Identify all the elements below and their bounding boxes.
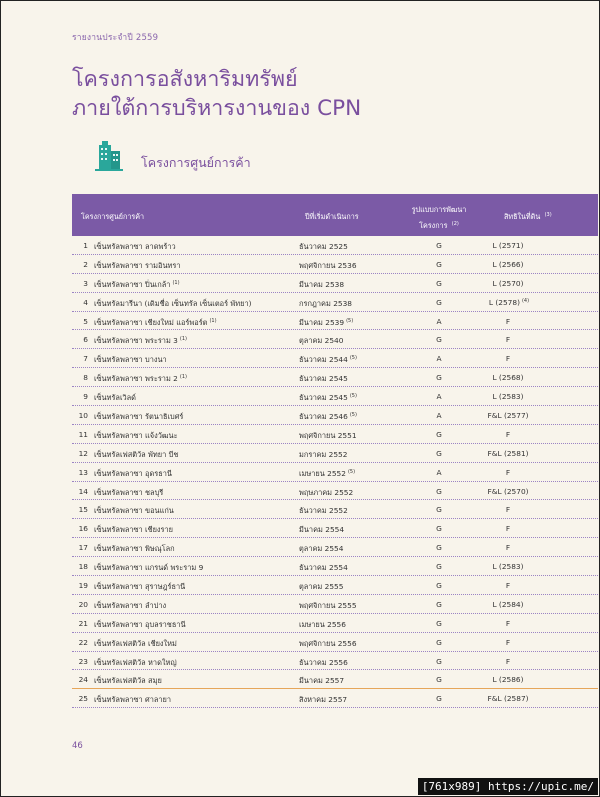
- table-header: [72, 194, 598, 236]
- land-rights-text: F&L (2570): [487, 486, 529, 496]
- land-rights: [464, 562, 554, 571]
- project-name-text: เซ็นทรัลพลาซา ศาลายา: [94, 695, 172, 705]
- land-rights-text: L (2566): [492, 259, 524, 269]
- land-rights-note: (4): [521, 297, 530, 304]
- row-number-text: 15: [78, 505, 88, 515]
- start-year: [299, 411, 357, 423]
- start-year-text: มีนาคม 2538: [299, 279, 345, 289]
- start-year: [299, 600, 359, 612]
- building-icon: [95, 139, 123, 171]
- land-rights: [464, 600, 554, 609]
- project-name-text: เซ็นทรัลพลาซา เชียงราย: [94, 525, 173, 535]
- land-rights: [464, 430, 554, 439]
- start-year: [299, 581, 345, 593]
- header-model: [398, 203, 480, 233]
- table-row: [72, 538, 598, 557]
- row-number: [72, 241, 88, 250]
- land-rights: [464, 260, 554, 269]
- start-year: [299, 505, 350, 517]
- land-rights-text: L (2568): [492, 373, 524, 383]
- start-year: [299, 317, 353, 329]
- project-name-text: เซ็นทรัลพลาซา แจ้งวัฒนะ: [94, 430, 178, 440]
- project-name-text: เซ็นทรัลพลาซา ลาดพร้าว: [94, 242, 176, 251]
- report-header: รายงานประจำปี 2559: [72, 33, 159, 43]
- row-number: [72, 675, 88, 684]
- table-row: [72, 368, 598, 387]
- project-name-text: เซ็นทรัลพลาซา ลำปาง: [94, 600, 167, 610]
- page-title-line2: ภายใต้การบริหารงานของ CPN: [72, 96, 362, 121]
- development-model-text: G: [436, 429, 442, 439]
- development-model-text: G: [436, 505, 442, 515]
- row-number: [72, 505, 88, 514]
- start-year: [299, 619, 348, 631]
- row-number: [72, 317, 88, 326]
- table-row: [72, 330, 598, 349]
- row-number-text: 11: [78, 429, 88, 439]
- land-rights: [464, 373, 554, 382]
- land-rights: [464, 468, 554, 477]
- development-model-text: A: [436, 316, 442, 326]
- row-number: [72, 581, 88, 590]
- start-year-text: พฤษภาคม 2552: [299, 487, 354, 497]
- project-name-text: เซ็นทรัลพลาซา พระราม 3: [94, 336, 178, 346]
- start-year-text: มีนาคม 2557: [299, 676, 345, 686]
- land-rights-text: L (2578): [488, 297, 520, 307]
- row-number-text: 2: [83, 259, 88, 269]
- project-name-text: เซ็นทรัลพลาซา ปิ่นเกล้า: [94, 279, 171, 289]
- start-year-text: ตุลาคม 2540: [299, 336, 344, 346]
- table-row: [72, 652, 598, 671]
- project-name-note: (1): [179, 336, 187, 343]
- start-year: [299, 562, 350, 574]
- start-year: [299, 430, 359, 442]
- project-name: [94, 675, 164, 687]
- table-row: [72, 255, 598, 274]
- project-name-note: (1): [209, 317, 217, 324]
- start-year: [299, 657, 350, 669]
- row-number: [72, 411, 88, 420]
- project-name-text: เซ็นทรัลพลาซา อุบลราชธานี: [94, 619, 186, 629]
- project-name-text: เซ็นทรัลพลาซา อุดรธานี: [94, 468, 172, 478]
- land-rights-text: F: [505, 581, 511, 591]
- project-name: [94, 373, 187, 385]
- start-year-note: (5): [349, 393, 357, 400]
- row-number-text: 7: [83, 354, 88, 364]
- land-rights-text: L (2583): [492, 562, 524, 572]
- project-name: [94, 411, 185, 423]
- development-model-text: G: [436, 694, 442, 704]
- project-name-text: เซ็นทรัลเฟสติวัล หาดใหญ่: [94, 657, 177, 667]
- table-row: [72, 274, 598, 293]
- land-rights: [464, 694, 554, 703]
- project-name-text: เซ็นทรัลเฟสติวัล เชียงใหม่: [94, 638, 177, 648]
- table-row: [72, 463, 598, 482]
- development-model-text: A: [436, 392, 442, 402]
- land-rights: [464, 392, 554, 401]
- start-year: [299, 354, 357, 366]
- table-row: [72, 312, 598, 331]
- project-name-note: (1): [172, 279, 180, 286]
- project-name: [94, 392, 138, 404]
- start-year: [299, 392, 357, 404]
- project-name-text: เซ็นทรัลพลาซา แกรนด์ พระราม 9: [94, 563, 204, 573]
- start-year: [299, 260, 359, 272]
- land-rights-text: F&L (2577): [487, 411, 529, 421]
- start-year: [299, 468, 355, 480]
- project-name-text: เซ็นทรัลพลาซา พิษณุโลก: [94, 544, 175, 554]
- project-name-text: เซ็นทรัลเฟสติวัล สมุย: [94, 676, 162, 686]
- land-rights: [464, 543, 554, 552]
- start-year-text: ธันวาคม 2544: [299, 355, 348, 365]
- row-number: [72, 354, 88, 363]
- project-name: [94, 317, 217, 329]
- row-number-text: 12: [78, 448, 88, 458]
- row-number-text: 20: [78, 599, 88, 609]
- row-number: [72, 279, 88, 288]
- project-name: [94, 279, 180, 291]
- start-year-text: ธันวาคม 2525: [299, 242, 348, 251]
- development-model-text: G: [436, 524, 442, 534]
- row-number-text: 8: [83, 373, 88, 383]
- land-rights: [464, 505, 554, 514]
- start-year-note: (5): [346, 317, 354, 324]
- row-number: [72, 524, 88, 533]
- row-number-text: 13: [78, 467, 88, 477]
- header-model-line2: [398, 217, 480, 233]
- project-name: [94, 449, 180, 461]
- row-number: [72, 638, 88, 647]
- header-model-text: โครงการ: [419, 221, 448, 230]
- project-name: [94, 694, 173, 706]
- land-rights: [464, 317, 554, 326]
- land-rights-text: F: [505, 505, 511, 515]
- development-model-text: G: [436, 241, 442, 250]
- row-number-text: 5: [83, 316, 88, 326]
- project-name-text: เซ็นทรัลพลาซา ขอนแก่น: [94, 506, 174, 516]
- project-name: [94, 619, 188, 631]
- project-name: [94, 241, 178, 253]
- land-rights: [464, 657, 554, 666]
- project-name: [94, 638, 179, 650]
- start-year-note: (5): [349, 355, 357, 362]
- project-name: [94, 430, 180, 442]
- start-year-text: ตุลาคม 2554: [299, 544, 344, 554]
- development-model-text: G: [436, 278, 442, 288]
- development-model-text: G: [436, 656, 442, 666]
- land-rights-text: F: [505, 637, 511, 647]
- land-rights: [464, 638, 554, 647]
- development-model-text: G: [436, 599, 442, 609]
- land-rights-text: F: [505, 316, 511, 326]
- row-number: [72, 619, 88, 628]
- project-name: [94, 562, 205, 574]
- start-year-text: เมษายน 2552: [299, 468, 346, 478]
- project-name: [94, 600, 168, 612]
- row-number-text: 19: [78, 581, 88, 591]
- project-name: [94, 468, 174, 480]
- table-row: [72, 689, 598, 708]
- land-rights: [464, 675, 554, 684]
- land-rights-text: F: [505, 467, 511, 477]
- row-number-text: 4: [83, 297, 88, 307]
- table-row: [72, 500, 598, 519]
- start-year-text: มกราคม 2552: [299, 449, 348, 459]
- start-year: [299, 449, 349, 461]
- project-name-text: เซ็นทรัลพลาซา รัตนาธิเบศร์: [94, 412, 184, 422]
- table-row: [72, 387, 598, 406]
- row-number: [72, 392, 88, 401]
- land-rights-text: F: [505, 429, 511, 439]
- row-number: [72, 468, 88, 477]
- start-year-text: เมษายน 2556: [299, 619, 346, 629]
- header-rights-note: (3): [544, 212, 552, 218]
- project-name: [94, 505, 176, 517]
- project-name-text: เซ็นทรัลพลาซา ชลบุรี: [94, 487, 164, 497]
- land-rights-text: F&L (2581): [487, 448, 529, 458]
- row-number-text: 3: [83, 278, 88, 288]
- table-body: [72, 236, 598, 708]
- row-number-text: 17: [78, 543, 88, 553]
- header-year: ปีที่เริ่มดำเนินการ: [305, 212, 359, 221]
- project-name-text: เซ็นทรัลพลาซา เชียงใหม่ แอร์พอร์ต: [94, 317, 208, 327]
- shopping-center-table: [72, 194, 598, 708]
- development-model-text: G: [436, 543, 442, 553]
- table-row: [72, 482, 598, 501]
- development-model-text: A: [436, 354, 442, 364]
- project-name-text: เซ็นทรัลพลาซา พระราม 2: [94, 374, 178, 384]
- table-row: [72, 349, 598, 368]
- development-model-text: A: [436, 467, 442, 477]
- start-year-text: ตุลาคม 2555: [299, 582, 344, 592]
- start-year-text: มีนาคม 2539: [299, 317, 345, 327]
- start-year: [299, 694, 349, 706]
- page-number: 46: [72, 741, 83, 751]
- start-year: [299, 241, 350, 253]
- start-year-text: พฤศจิกายน 2536: [299, 260, 357, 270]
- land-rights-text: F: [505, 354, 511, 364]
- development-model-text: A: [436, 411, 442, 421]
- start-year: [299, 298, 354, 310]
- row-number-text: 16: [78, 524, 88, 534]
- land-rights: [464, 411, 554, 420]
- start-year-text: กรกฎาคม 2538: [299, 298, 353, 308]
- land-rights: [464, 241, 554, 250]
- page-title-line1: โครงการอสังหาริมทรัพย์: [72, 67, 298, 92]
- row-number: [72, 298, 88, 307]
- table-row: [72, 444, 598, 463]
- project-name-text: เซ็นทรัลมารีนา (เดิมชื่อ เซ็นทรัล เซ็นเตอร์ พัทยา): [94, 298, 252, 308]
- land-rights-text: F: [505, 656, 511, 666]
- development-model-text: G: [436, 335, 442, 345]
- land-rights-text: L (2571): [492, 241, 524, 250]
- start-year-text: พฤศจิกายน 2555: [299, 600, 357, 610]
- row-number: [72, 335, 88, 344]
- land-rights: [464, 298, 554, 307]
- row-number: [72, 562, 88, 571]
- table-row: [72, 236, 598, 255]
- project-name: [94, 657, 179, 669]
- table-row: [72, 557, 598, 576]
- start-year-text: สิงหาคม 2557: [299, 695, 348, 705]
- land-rights-text: L (2584): [492, 599, 524, 609]
- land-rights-text: L (2583): [492, 392, 524, 402]
- project-name-text: เซ็นทรัลเฟสติวัล พัทยา บีช: [94, 449, 179, 459]
- land-rights: [464, 487, 554, 496]
- header-model-note: (2): [451, 221, 459, 227]
- table-row: [72, 519, 598, 538]
- start-year-text: มีนาคม 2554: [299, 525, 345, 535]
- page-title: [72, 65, 361, 123]
- header-project: โครงการศูนย์การค้า: [81, 212, 145, 221]
- table-row: [72, 576, 598, 595]
- row-number: [72, 449, 88, 458]
- table-row: [72, 614, 598, 633]
- table-row: [72, 595, 598, 614]
- development-model-text: G: [436, 618, 442, 628]
- development-model-text: G: [436, 562, 442, 572]
- project-name-text: เซ็นทรัลพลาซา รามอินทรา: [94, 260, 181, 270]
- start-year-note: (5): [347, 468, 356, 475]
- start-year-text: ธันวาคม 2546: [299, 412, 348, 422]
- project-name: [94, 335, 187, 347]
- start-year: [299, 543, 345, 555]
- land-rights-text: L (2570): [492, 278, 524, 288]
- row-number: [72, 600, 88, 609]
- row-number-text: 14: [78, 486, 88, 496]
- table-row: [72, 425, 598, 444]
- land-rights: [464, 354, 554, 363]
- row-number: [72, 373, 88, 382]
- project-name: [94, 260, 183, 272]
- start-year: [299, 638, 359, 650]
- start-year-text: พฤศจิกายน 2556: [299, 638, 357, 648]
- row-number-text: 22: [78, 637, 88, 647]
- development-model-text: G: [436, 637, 442, 647]
- start-year: [299, 335, 345, 347]
- land-rights-text: F: [505, 618, 511, 628]
- development-model-text: G: [436, 675, 442, 685]
- start-year: [299, 524, 346, 536]
- row-number-text: 21: [78, 618, 88, 628]
- start-year-text: ธันวาคม 2545: [299, 374, 348, 384]
- project-name: [94, 543, 177, 555]
- land-rights: [464, 279, 554, 288]
- land-rights: [464, 335, 554, 344]
- row-number: [72, 543, 88, 552]
- start-year: [299, 373, 350, 385]
- row-number-text: 24: [78, 675, 88, 685]
- row-number-text: 23: [78, 656, 88, 666]
- project-name: [94, 524, 175, 536]
- development-model-text: G: [436, 486, 442, 496]
- land-rights: [464, 524, 554, 533]
- development-model-text: G: [436, 297, 442, 307]
- project-name-text: เซ็นทรัลพลาซา สุราษฎร์ธานี: [94, 582, 186, 592]
- project-name: [94, 354, 169, 366]
- development-model-text: G: [436, 259, 442, 269]
- row-number: [72, 260, 88, 269]
- header-rights-text: สิทธิในที่ดิน: [504, 212, 541, 221]
- land-rights-text: L (2586): [492, 675, 524, 685]
- row-number-text: 10: [78, 411, 88, 421]
- start-year-note: (5): [349, 412, 357, 419]
- project-name: [94, 581, 187, 593]
- start-year-text: ธันวาคม 2554: [299, 563, 348, 573]
- section-title: โครงการศูนย์การค้า: [141, 155, 251, 170]
- project-name-text: เซ็นทรัลเวิลด์: [94, 393, 136, 403]
- row-number: [72, 657, 88, 666]
- land-rights: [464, 449, 554, 458]
- row-number: [72, 430, 88, 439]
- header-rights: [504, 212, 552, 223]
- table-row: [72, 633, 598, 652]
- land-rights-text: F: [505, 543, 511, 553]
- land-rights: [464, 581, 554, 590]
- start-year-text: ธันวาคม 2556: [299, 657, 348, 667]
- start-year: [299, 487, 355, 499]
- row-number-text: 25: [78, 694, 88, 704]
- header-model-line1: รูปแบบการพัฒนา: [411, 205, 467, 214]
- land-rights-text: F: [505, 524, 511, 534]
- project-name-text: เซ็นทรัลพลาซา บางนา: [94, 355, 167, 365]
- table-row: [72, 670, 598, 689]
- start-year: [299, 675, 346, 687]
- development-model-text: G: [436, 581, 442, 591]
- row-number-text: 18: [78, 562, 88, 572]
- start-year-text: พฤศจิกายน 2551: [299, 430, 357, 440]
- row-number-text: 9: [83, 392, 88, 402]
- development-model-text: G: [436, 448, 442, 458]
- land-rights-text: F: [505, 335, 511, 345]
- row-number: [72, 694, 88, 703]
- table-row: [72, 406, 598, 425]
- development-model-text: G: [436, 373, 442, 383]
- row-number-text: 6: [83, 335, 88, 345]
- row-number-text: 1: [83, 241, 88, 250]
- project-name: [94, 487, 165, 499]
- watermark-label: [761x989] https://upic.me/: [418, 778, 598, 795]
- project-name: [94, 298, 254, 310]
- project-name-note: (1): [179, 374, 187, 381]
- row-number: [72, 487, 88, 496]
- table-row: [72, 293, 598, 312]
- start-year: [299, 279, 346, 291]
- land-rights-text: F&L (2587): [487, 694, 529, 704]
- land-rights: [464, 619, 554, 628]
- start-year-text: ธันวาคม 2545: [299, 393, 348, 403]
- start-year-text: ธันวาคม 2552: [299, 506, 348, 516]
